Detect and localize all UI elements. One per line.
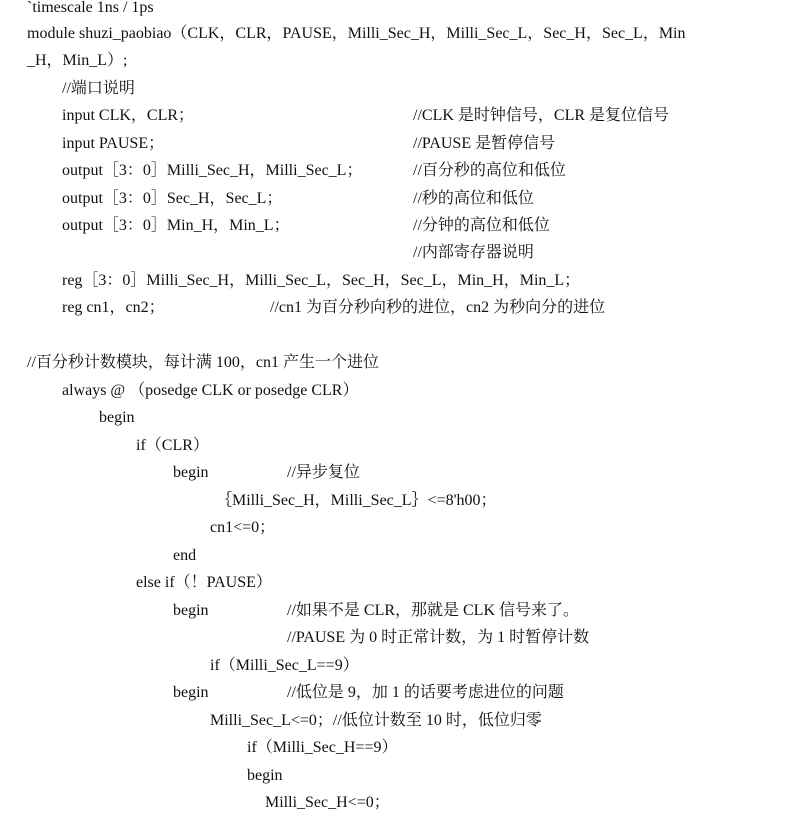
code-comment: //CLK 是时钟信号，CLR 是复位信号	[413, 107, 670, 124]
code-line: Milli_Sec_L<=0；//低位计数至 10 时，低位归零	[210, 712, 542, 729]
code-line: begin	[173, 602, 209, 619]
code-line: Milli_Sec_H<=0；	[265, 794, 390, 811]
code-comment: //百分秒的高位和低位	[413, 162, 566, 179]
code-line: output［3：0］Min_H，Min_L；	[62, 217, 290, 234]
code-comment: //cn1 为百分秒向秒的进位，cn2 为秒向分的进位	[270, 299, 606, 316]
code-line: reg［3：0］Milli_Sec_H，Milli_Sec_L，Sec_H，Sec_L，Min_H，Min_L；	[62, 272, 581, 289]
code-line: begin	[173, 464, 209, 481]
code-comment: //PAUSE 是暂停信号	[413, 135, 556, 152]
code-comment: //内部寄存器说明	[413, 244, 534, 261]
code-comment: //秒的高位和低位	[413, 190, 534, 207]
code-line: begin	[247, 767, 283, 784]
code-line: input PAUSE；	[62, 135, 165, 152]
code-comment: //PAUSE 为 0 时正常计数，为 1 时暂停计数	[287, 629, 590, 646]
code-line: output［3：0］Milli_Sec_H，Milli_Sec_L；	[62, 162, 363, 179]
code-comment: //如果不是 CLR，那就是 CLK 信号来了。	[287, 602, 580, 619]
code-line: end	[173, 547, 197, 564]
code-line: always @ （posedge CLK or posedge CLR）	[62, 382, 359, 399]
code-comment: //低位是 9，加 1 的话要考虑进位的问题	[287, 684, 564, 701]
code-line: cn1<=0；	[210, 519, 276, 536]
code-line: output［3：0］Sec_H，Sec_L；	[62, 190, 283, 207]
code-line: `timescale 1ns / 1ps	[27, 0, 154, 16]
code-line: begin	[99, 409, 135, 426]
code-comment: //分钟的高位和低位	[413, 217, 550, 234]
code-line: reg cn1，cn2；	[62, 299, 165, 316]
code-line: input CLK，CLR；	[62, 107, 195, 124]
code-comment: //端口说明	[62, 80, 135, 97]
code-line: else if（！PAUSE）	[136, 574, 272, 591]
code-line: if（CLR）	[136, 437, 209, 454]
code-line: _H，Min_L）;	[27, 52, 128, 69]
code-comment: //百分秒计数模块，每计满 100，cn1 产生一个进位	[27, 354, 379, 371]
code-comment: //异步复位	[287, 464, 360, 481]
code-line: if（Milli_Sec_H==9）	[247, 739, 398, 756]
code-line: ｛Milli_Sec_H，Milli_Sec_L｝<=8'h00；	[216, 492, 497, 509]
code-line: begin	[173, 684, 209, 701]
code-line: if（Milli_Sec_L==9）	[210, 657, 359, 674]
code-line: module shuzi_paobiao（CLK，CLR，PAUSE，Milli_Sec_H，Milli_Sec_L，Sec_H，Sec_L，Min	[27, 25, 686, 42]
